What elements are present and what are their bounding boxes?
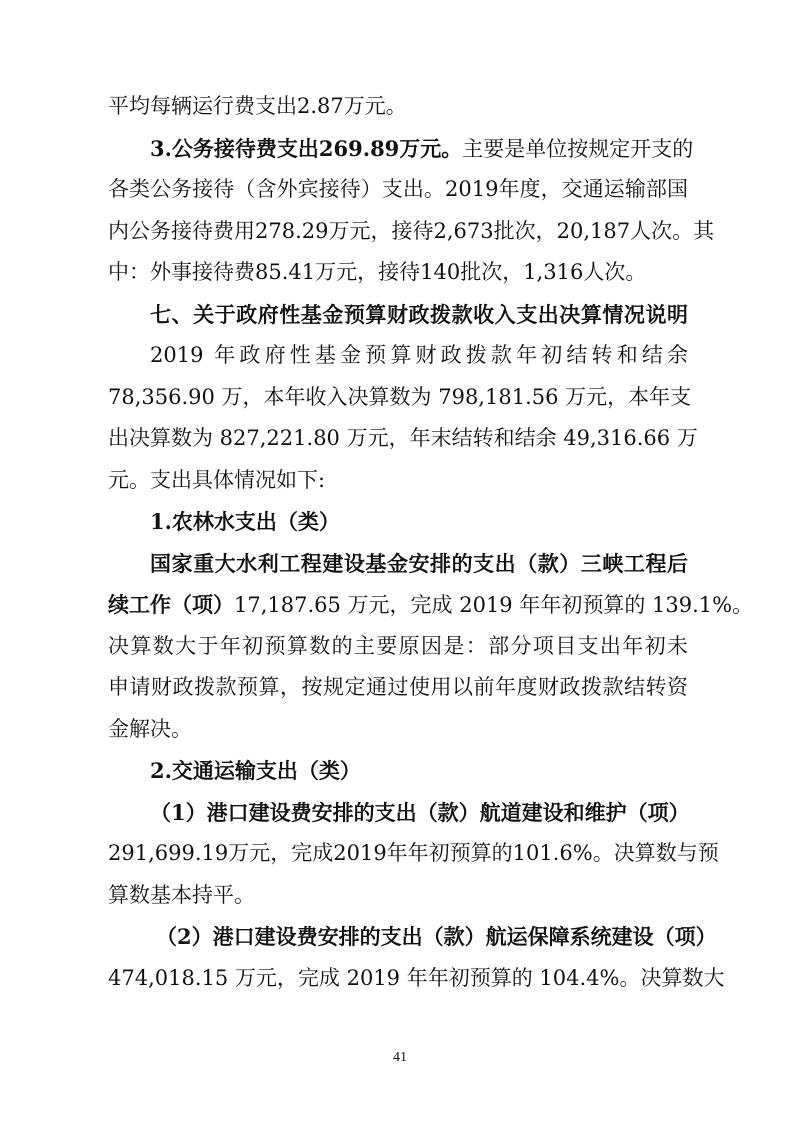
text-span: 17,187.65 万元，完成 2019 年年初预算的 139.1%。	[234, 593, 754, 617]
section-heading: 七、关于政府性基金预算财政拨款收入支出决算情况说明	[150, 301, 688, 327]
text-line: 出决算数为 827,221.80 万元，年末结转和结余 49,316.66 万	[108, 426, 698, 450]
bold-heading: 3.公务接待费支出269.89万元。	[150, 135, 463, 161]
page-number: 41	[393, 1050, 407, 1065]
text-line: 算数基本持平。	[108, 882, 255, 907]
text-line: 平均每辆运行费支出2.87万元。	[108, 94, 407, 118]
document-body	[108, 86, 754, 999]
text-line: 金解决。	[108, 716, 192, 741]
text-line: 内公务接待费用278.29万元，接待2,673批次，20,187人次。其	[108, 218, 715, 243]
item-heading: （1）港口建设费安排的支出（款）航道建设和维护（项）	[150, 799, 690, 825]
item-heading: 国家重大水利工程建设基金安排的支出（款）三峡工程后	[150, 550, 688, 576]
subsection-heading: 1.农林水支出（类）	[150, 509, 340, 534]
bold-heading: 续工作（项）	[108, 592, 234, 617]
text-line: 申请财政拨款预算，按规定通过使用以前年度财政拨款结转资	[108, 675, 688, 699]
text-span: 主要是单位按规定开支的	[462, 136, 694, 161]
text-line	[108, 584, 754, 626]
subsection-heading: 2.交通运输支出（类）	[150, 758, 361, 783]
text-line: 474,018.15 万元，完成 2019 年年初预算的 104.4%。决算数大	[108, 965, 725, 990]
text-line: 291,699.19万元，完成2019年年初预算的101.6%。决算数与预	[108, 841, 719, 865]
text-line: 78,356.90 万，本年收入决算数为 798,181.56 万元，本年支	[108, 384, 692, 409]
text-line: 元。支出具体情况如下:	[108, 467, 326, 492]
text-line: 决算数大于年初预算数的主要原因是：部分项目支出年初未	[108, 633, 688, 658]
text-line: 中：外事接待费85.41万元，接待140批次，1,316人次。	[108, 260, 647, 284]
text-line: 2019 年政府性基金预算财政拨款年初结转和结余	[150, 343, 688, 367]
text-line	[108, 128, 694, 170]
item-heading: （2）港口建设费安排的支出（款）航运保障系统建设（项）	[156, 924, 717, 949]
text-line: 各类公务接待（含外宾接待）支出。2019年度，交通运输部国	[108, 177, 688, 201]
